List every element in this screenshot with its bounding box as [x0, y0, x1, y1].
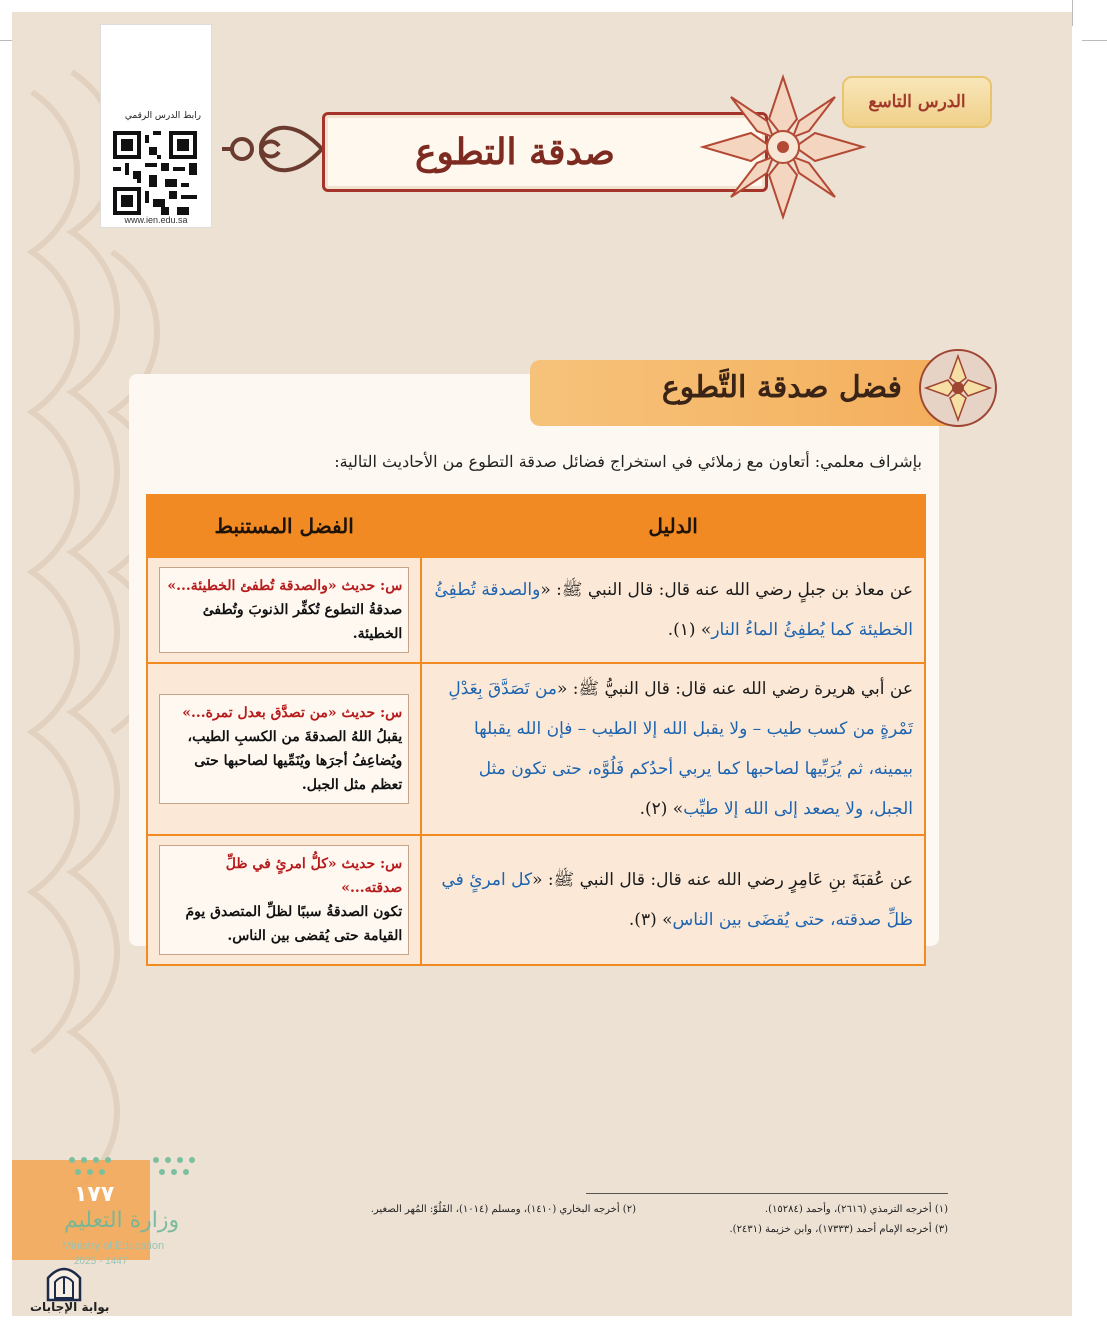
qr-code-icon[interactable]: [113, 131, 197, 215]
answer-question: س: حديث «كلُّ امرئٍ في ظلِّ صدقته...»: [225, 856, 403, 896]
answer-text: تكون الصدقةُ سببًا لظلِّ المتصدق يومَ القيامة حتى يُقضى بين الناس.: [185, 904, 403, 944]
dalil-cell: [421, 557, 925, 663]
qr-title: رابط الدرس الرقمي: [124, 111, 201, 121]
table-row: [147, 557, 925, 663]
ministry-year: 2025 - 1447: [74, 1256, 128, 1267]
dalil-ref: » (١).: [667, 620, 712, 640]
activity-instruction: بإشراف معلمي: أتعاون مع زملائي في استخراج فضائل صدقة التطوع من الأحاديث التالية:: [334, 452, 922, 471]
hadith-quote: من تَصَدَّقَ بِعَدْلِ تَمْرةٍ من كسب طيب – ولا يقبل الله إلا الطيب – فإن الله يقبلها بيمينه، ثم يُرَبِّيها لصاحبها كما يربي أحدُكم فَلُوَّه، حتى تكون مثل الجبل، ولا يصعد إلى الله إلا طيِّب: [448, 679, 913, 819]
header-fadl: الفضل المستنبط: [147, 495, 421, 557]
lesson-number-badge: الدرس التاسع: [842, 76, 992, 128]
table-row: [147, 663, 925, 835]
dalil-cell: [421, 835, 925, 965]
qr-url[interactable]: www.ien.edu.sa: [124, 215, 188, 225]
fadl-cell: [147, 663, 421, 835]
footnote-1: (١) أخرجه الترمذي (٢٦١٦)، وأحمد (١٥٢٨٤).: [764, 1204, 948, 1215]
page-number: ١٧٧: [74, 1182, 115, 1207]
hadith-virtues-table: [146, 494, 926, 966]
answer-question: س: حديث «والصدقة تُطفئ الخطيئة...»: [167, 578, 403, 594]
digital-lesson-qr-card[interactable]: [100, 24, 212, 228]
footnote-divider: [586, 1193, 948, 1194]
ministry-name-en: Ministry of Education: [62, 1240, 165, 1252]
footnote-3: (٣) أخرجه الإمام أحمد (١٧٣٣٣)، وابن خزيمة (٢٤٣١).: [729, 1224, 948, 1235]
hadith-quote: كل امرئٍ في ظلِّ صدقته، حتى يُقضَى بين الناس: [441, 870, 913, 930]
dalil-ref: » (٢).: [639, 799, 684, 819]
answer-text: يقبلُ اللهُ الصدقةَ من الكسبِ الطيب، ويُضاعِفُ أجرَها ويُنَمِّيها لصاحبها حتى تعظم مثل الجبل.: [187, 729, 403, 793]
footnote-2: (٢) أخرجه البخاري (١٤١٠)، ومسلم (١٠١٤)، الفَلُوّ: المُهر الصغير.: [370, 1204, 636, 1215]
header-dalil: الدليل: [421, 495, 925, 557]
crop-mark-right-vertical: [1072, 0, 1073, 26]
fadl-cell: [147, 557, 421, 663]
dalil-intro: عن عُقبَةَ بنِ عَامِرٍ رضي الله عنه قال: قال النبي ﷺ: «: [532, 870, 913, 890]
answers-portal-label[interactable]: بوابة الإجابات: [30, 1300, 110, 1314]
dalil-cell: [421, 663, 925, 835]
ministry-name-ar: وزارة التعليم: [64, 1208, 180, 1233]
crop-mark-top-right: [1082, 40, 1107, 41]
dalil-ref: » (٣).: [628, 910, 673, 930]
answer-box: [159, 694, 409, 804]
answers-portal-logo-icon[interactable]: [42, 1264, 86, 1302]
answer-box: [159, 845, 409, 955]
textbook-page: [12, 12, 1072, 1316]
table-row: [147, 835, 925, 965]
dalil-intro: عن أبي هريرة رضي الله عنه قال: قال النبيُّ ﷺ: «: [557, 679, 913, 699]
section-title: فضل صدقة التَّطوع: [661, 370, 902, 405]
scroll-flourish-icon: [217, 112, 327, 186]
answer-box: [159, 567, 409, 653]
fadl-cell: [147, 835, 421, 965]
lesson-title: صدقة التطوع: [415, 131, 615, 173]
section-rosette-icon: [916, 346, 1000, 430]
dalil-intro: عن معاذ بن جبلٍ رضي الله عنه قال: قال النبي ﷺ: «: [540, 580, 913, 600]
answer-question: س: حديث «من تصدَّق بعدل تمرة...»: [182, 705, 403, 721]
answer-text: صدقةُ التطوع تُكفِّر الذنوبَ وتُطفئ الخطيئة.: [202, 602, 403, 642]
hadith-quote: والصدقة تُطفِئُ الخطيئة كما يُطفِئُ الماءُ النار: [434, 580, 913, 640]
